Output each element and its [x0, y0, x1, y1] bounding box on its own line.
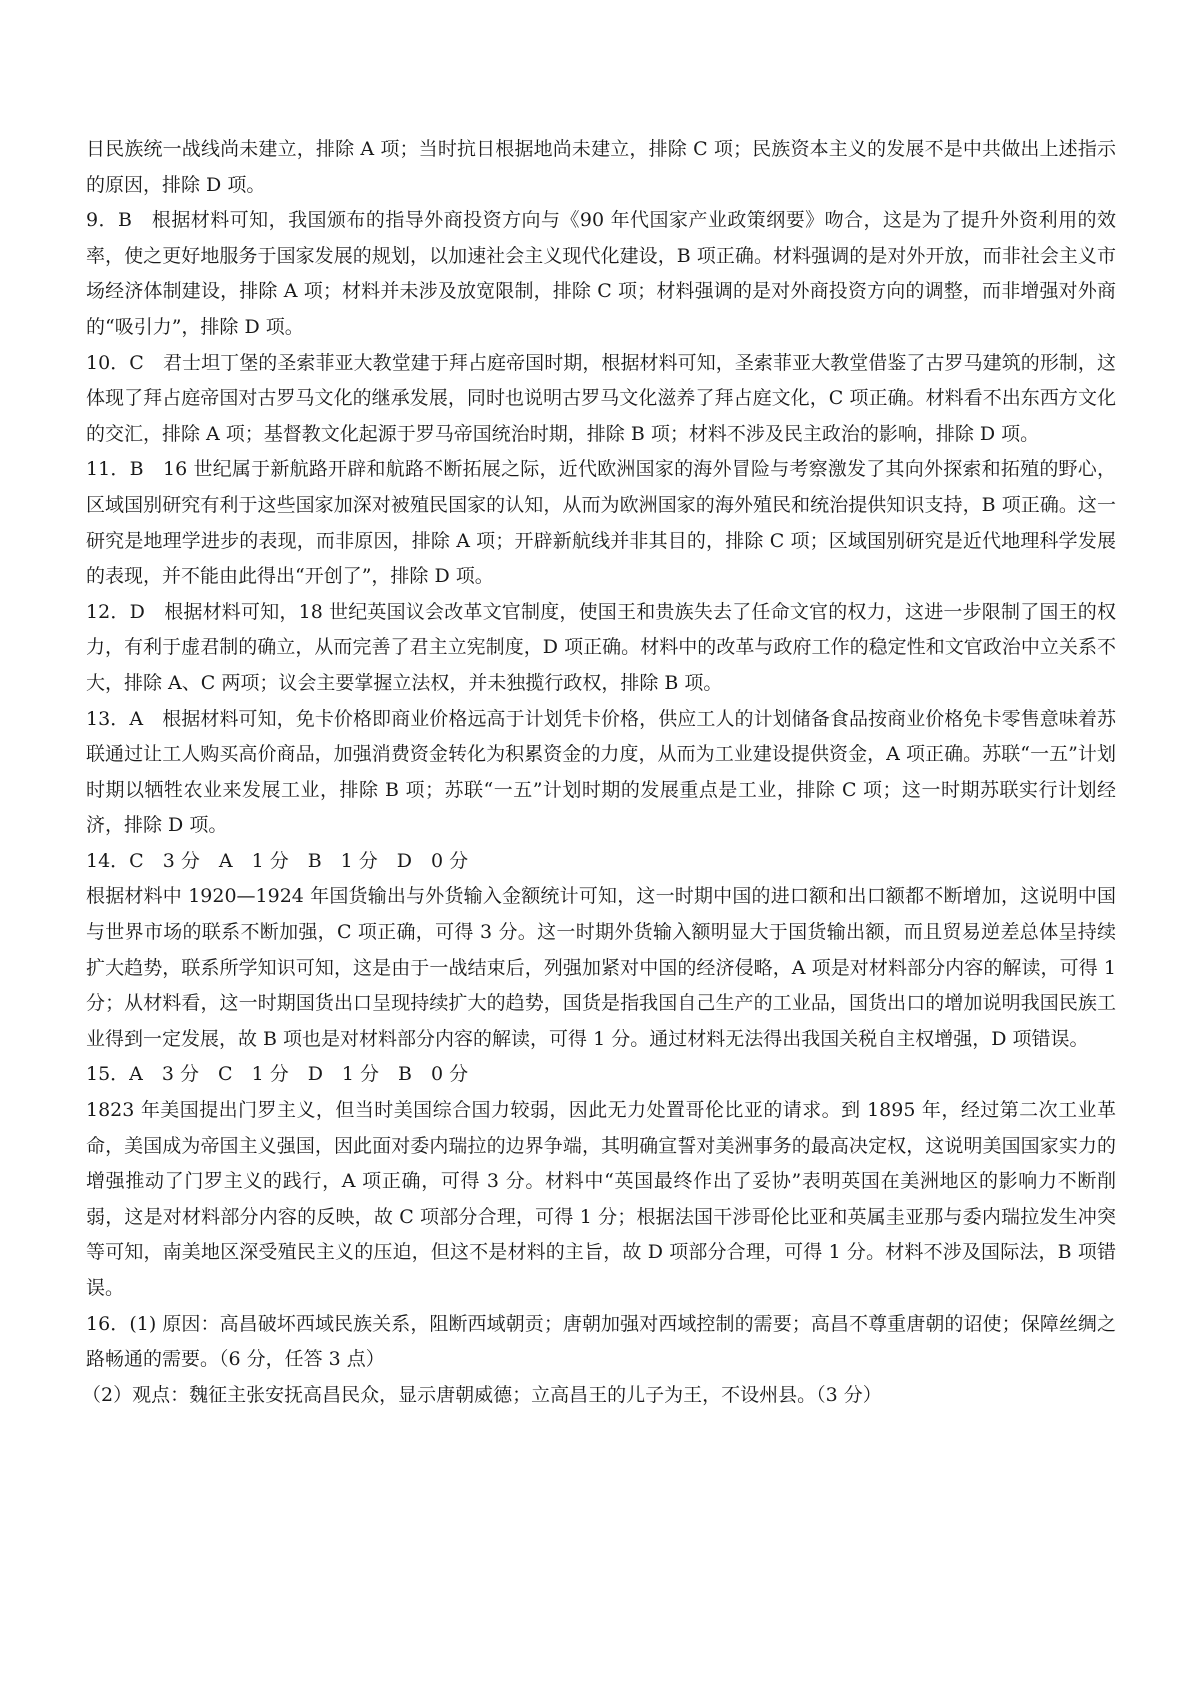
answer-q11: 11．B 16 世纪属于新航路开辟和航路不断拓展之际，近代欧洲国家的海外冒险与考察激发了其向外探索和拓殖的野心，区域国别研究有利于这些国家加深对被殖民国家的认知，从而为欧洲国家的海外殖民和统治提供知识支持，B 项正确。这一研究是地理学进步的表现，而非原因，排除 A 项；开辟新航线并非其目的，排除 C 项；区域国别研究是近代地理科学发展的表现，并不能由此得出“开创了”，排除 D 项。	[86, 458, 1116, 588]
answer-q12: 12．D 根据材料可知，18 世纪英国议会改革文官制度，使国王和贵族失去了任命文官的权力，这进一步限制了国王的权力，有利于虚君制的确立，从而完善了君主立宪制度，D 项正确。材料中的改革与政府工作的稳定性和文官政治中立关系不大，排除 A、C 两项；议会主要掌握立法权，并未独揽行政权，排除 B 项。	[86, 600, 1116, 694]
answer-q13: 13．A 根据材料可知，免卡价格即商业价格远高于计划凭卡价格，供应工人的计划储备食品按商业价格免卡零售意味着苏联通过让工人购买高价商品，加强消费资金转化为积累资金的力度，从而为工业建设提供资金，A 项正确。苏联“一五”计划时期以牺牲农业来发展工业，排除 B 项；苏联“一五”计划时期的发展重点是工业，排除 C 项；这一时期苏联实行计划经济，排除 D 项。	[86, 707, 1116, 837]
answer-key-text	[82, 132, 1116, 1413]
answer-q15-explanation: 1823 年美国提出门罗主义，但当时美国综合国力较弱，因此无力处置哥伦比亚的请求。到 1895 年，经过第二次工业革命，美国成为帝国主义强国，因此面对委内瑞拉的边界争端，其明确宣誓对美洲事务的最高决定权，这说明美国国家实力的增强推动了门罗主义的践行，A 项正确，可得 3 分。材料中“英国最终作出了妥协”表明英国在美洲地区的影响力不断削弱，这是对材料部分内容的反映，故 C 项部分合理，可得 1 分；根据法国干涉哥伦比亚和英属圭亚那与委内瑞拉发生冲突等可知，南美地区深受殖民主义的压迫，但这不是材料的主旨，故 D 项部分合理，可得 1 分。材料不涉及国际法，B 项错误。	[86, 1099, 1116, 1299]
answer-q9: 9．B 根据材料可知，我国颁布的指导外商投资方向与《90 年代国家产业政策纲要》吻合，这是为了提升外资利用的效率，使之更好地服务于国家发展的规划，以加速社会主义现代化建设，B 项正确。材料强调的是对外开放，而非社会主义市场经济体制建设，排除 A 项；材料并未涉及放宽限制，排除 C 项；材料强调的是对外商投资方向的调整，而非增强对外商的“吸引力”，排除 D 项。	[86, 209, 1116, 338]
answer-q14-explanation: 根据材料中 1920—1924 年国货输出与外货输入金额统计可知，这一时期中国的进口额和出口额都不断增加，这说明中国与世界市场的联系不断加强，C 项正确，可得 3 分。这一时期外货输入额明显大于国货输出额，而且贸易逆差总体呈持续扩大趋势，联系所学知识可知，这是由于一战结束后，列强加紧对中国的经济侵略，A 项是对材料部分内容的解读，可得 1 分；从材料看，这一时期国货出口呈现持续扩大的趋势，国货是指我国自己生产的工业品，国货出口的增加说明我国民族工业得到一定发展，故 B 项也是对材料部分内容的解读，可得 1 分。通过材料无法得出我国关税自主权增强，D 项错误。	[86, 885, 1116, 1050]
answer-q15-scores: 15．A 3 分 C 1 分 D 1 分 B 0 分	[86, 1063, 469, 1086]
answer-q10: 10．C 君士坦丁堡的圣索菲亚大教堂建于拜占庭帝国时期，根据材料可知，圣索菲亚大教堂借鉴了古罗马建筑的形制，这体现了拜占庭帝国对古罗马文化的继承发展，同时也说明古罗马文化滋养了拜占庭文化，C 项正确。材料看不出东西方文化的交汇，排除 A 项；基督教文化起源于罗马帝国统治时期，排除 B 项；材料不涉及民主政治的影响，排除 D 项。	[86, 351, 1116, 445]
answer-q16-part2: （2）观点：魏征主张安抚高昌民众，显示唐朝威德；立高昌王的儿子为王，不设州县。（3 分）	[82, 1383, 882, 1406]
answer-q14-scores: 14．C 3 分 A 1 分 B 1 分 D 0 分	[86, 849, 469, 872]
paragraph-continuation-q8: 日民族统一战线尚未建立，排除 A 项；当时抗日根据地尚未建立，排除 C 项；民族资本主义的发展不是中共做出上述指示的原因，排除 D 项。	[86, 138, 1116, 196]
answer-q16-part1: 16．(1) 原因：高昌破坏西域民族关系，阻断西域朝贡；唐朝加强对西域控制的需要；高昌不尊重唐朝的诏使；保障丝绸之路畅通的需要。（6 分，任答 3 点）	[86, 1312, 1116, 1371]
